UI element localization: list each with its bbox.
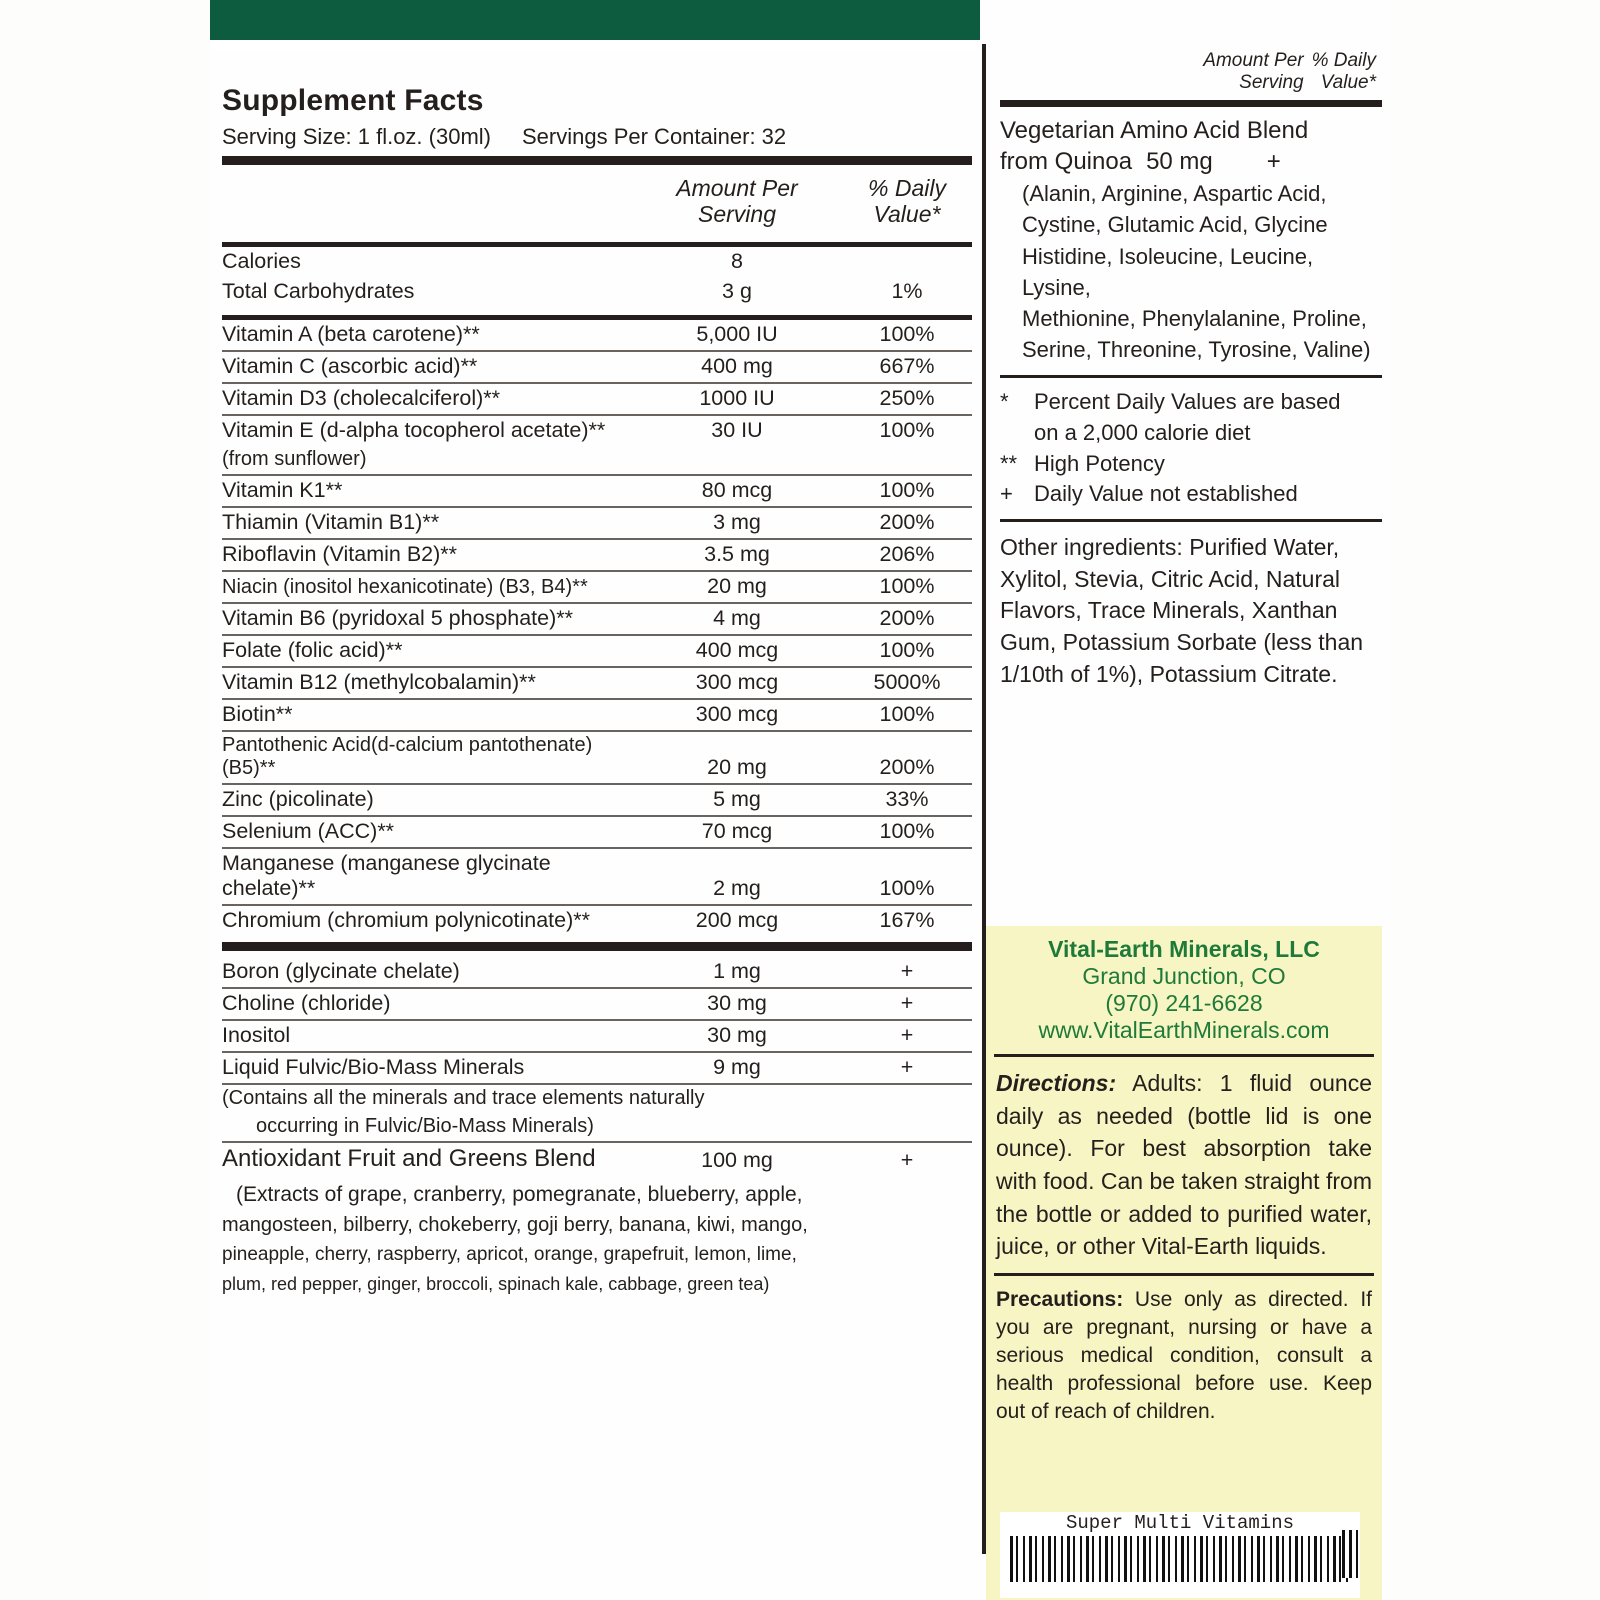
directions-label: Directions: [996,1070,1117,1096]
nutrient-amount: 20 mg [632,571,842,603]
table-row [222,475,972,507]
precautions-block [986,1286,1382,1427]
nutrient-dv: + [842,1052,972,1084]
amount-per-header: Amount Per [676,175,798,201]
green-top-band [210,0,980,40]
table-row [222,1020,972,1052]
nutrient-dv: 200% [842,731,972,784]
yellow-info-panel [986,926,1382,1600]
company-name: Vital-Earth Minerals, LLC [1048,936,1320,962]
table-row [222,699,972,731]
amino-line-1: (Alanin, Arginine, Aspartic Acid, [1022,181,1327,207]
nutrient-name: Zinc (picolinate) [222,784,632,816]
nutrient-dv: 100% [842,848,972,905]
blend-line-2: mangosteen, bilberry, chokeberry, goji berry, banana, kiwi, mango, [222,1214,808,1237]
table-row [222,1052,972,1084]
nutrient-amount: 30 mg [632,1020,842,1052]
nutrient-name: Inositol [222,1020,632,1052]
table-row [222,957,972,988]
nutrient-dv: 100% [842,475,972,507]
amount-per-header-right: Amount Per [1203,50,1304,71]
blend-line-4: plum, red pepper, ginger, broccoli, spinach kale, cabbage, green tea) [222,1273,770,1294]
daily-value-header-right: % Daily [1311,50,1376,71]
blend-amount: 100 mg [701,1147,773,1172]
blend-dv: + [900,1147,914,1172]
nutrient-name: Vitamin B12 (methylcobalamin)** [222,667,632,699]
nutrient-dv: 100% [842,320,972,351]
table-row [222,415,972,446]
column-headers [222,175,972,228]
nutrient-dv: 206% [842,539,972,571]
daily-value-header2-right: Value* [1320,71,1376,93]
nutrient-dv: 33% [842,784,972,816]
amino-blend-title: Vegetarian Amino Acid Blend [1000,116,1309,144]
blend-name: Antioxidant Fruit and Greens Blend [222,1144,596,1172]
nutrient-dv: 250% [842,383,972,415]
table-row [222,539,972,571]
table-row [222,320,972,351]
nutrient-name: Niacin (inositol hexanicotinate) (B3, B4)** [222,571,632,603]
nutrient-dv: 100% [842,816,972,848]
nutrient-amount: 8 [731,248,743,273]
nutrient-name: Riboflavin (Vitamin B2)** [222,539,632,571]
amino-blend-block [1000,115,1382,366]
nutrient-name: Vitamin E (d-alpha tocopherol acetate)** [222,417,606,442]
nutrient-amount: 30 IU [711,417,763,442]
amino-line-4: Methionine, Phenylalanine, Proline, [1022,305,1367,331]
nutrient-dv: 5000% [842,667,972,699]
amino-line-3: Histidine, Isoleucine, Leucine, Lysine, [1022,243,1314,300]
supplement-facts-panel [222,50,972,1299]
nutrient-dv: + [842,988,972,1020]
nutrient-amount: 5 mg [632,784,842,816]
nutrient-dv: 100% [842,635,972,667]
nutrient-dv: 167% [879,907,935,932]
table-row [222,507,972,539]
serving-info [222,124,972,150]
table-row [222,383,972,415]
company-city: Grand Junction, CO [1082,963,1286,989]
nutrient-name: Chromium (chromium polynicotinate)** [222,907,591,932]
brand-block [986,926,1382,1044]
nutrient-amount: 1 mg [632,957,842,988]
fulvic-note-2: occurring in Fulvic/Bio-Mass Minerals) [222,1113,972,1142]
nutrient-name: Vitamin K1** [222,475,632,507]
right-rule-1 [1000,100,1382,107]
table-row [222,905,972,936]
serving-header: Serving [698,201,776,228]
footnote-item [1000,388,1382,417]
directions-block [986,1067,1382,1263]
nutrient-name: Vitamin D3 (cholecalciferol)** [222,383,632,415]
nutrient-dv: 667% [842,351,972,383]
nutrient-amount: 3 g [722,278,752,303]
nutrient-amount: 70 mcg [632,816,842,848]
fulvic-note-1: (Contains all the minerals and trace elements naturally [222,1086,705,1109]
other-ingredients: Other ingredients: Purified Water, Xylitol, Stevia, Citric Acid, Natural Flavors, Trace Minerals, Xanthan Gum, Potassium Sorbate (less than 1/10th of 1%), Potassium Citrate. [1000,533,1364,687]
nutrient-amount: 3 mg [632,507,842,539]
footnote-item [1000,419,1382,448]
footnote-item [1000,480,1382,509]
nutrient-amount: 3.5 mg [632,539,842,571]
basic-nutrients-table [222,247,972,307]
nutrient-amount: 400 mcg [632,635,842,667]
serving-header-right: Serving [1239,71,1304,93]
blend-line-3: pineapple, cherry, raspberry, apricot, orange, grapefruit, lemon, lime, [222,1244,797,1266]
nutrient-dv: 1% [891,278,923,303]
nutrient-name: Selenium (ACC)** [222,816,632,848]
barcode-edge-icon [1342,1530,1358,1578]
amino-blend-source: from Quinoa [1000,148,1133,176]
nutrient-name: Folate (folic acid)** [222,635,632,667]
table-row [222,571,972,603]
nutrient-amount: 5,000 IU [632,320,842,351]
right-rule-3 [1000,519,1382,522]
nutrient-name: Total Carbohydrates [222,278,415,303]
footnote-text: Percent Daily Values are based [1034,389,1341,415]
footnote-item [1000,450,1382,479]
footnote-mark: + [1000,481,1013,507]
nutrient-amount: 2 mg [632,848,842,905]
nutrient-dv: + [842,957,972,988]
nutrient-dv: 100% [879,417,935,442]
nutrient-amount: 300 mcg [632,667,842,699]
barcode-icon [1010,1536,1350,1582]
precautions-label: Precautions: [996,1287,1124,1311]
daily-value-header: % Daily [868,175,946,201]
table-row [222,784,972,816]
nutrient-name: Vitamin C (ascorbic acid)** [222,351,632,383]
footnote-mark: ** [1000,450,1018,476]
right-column-headers [1000,50,1382,94]
table-row [222,1113,972,1142]
table-row [222,988,972,1020]
nutrient-name: Calories [222,248,301,273]
yellow-divider-1 [994,1054,1374,1057]
rule-thick-2 [222,942,972,951]
nutrient-amount: 400 mg [632,351,842,383]
table-row [222,1142,972,1176]
amino-line-2: Cystine, Glutamic Acid, Glycine [1022,212,1328,238]
white-band [210,40,980,50]
precautions-text: Use only as directed. If you are pregnant, nursing or have a serious medical condition, consult a health professional before use. Keep out of reach of children. [996,1287,1372,1424]
footnote-mark [1000,419,1034,448]
nutrient-name: Pantothenic Acid(d-calcium pantothenate) (B5)** [222,731,632,784]
company-website[interactable]: www.VitalEarthMinerals.com [1038,1017,1330,1043]
table-row [222,1084,972,1113]
nutrient-amount: 300 mcg [632,699,842,731]
supplement-facts-title: Supplement Facts [222,84,484,117]
nutrient-name: Biotin** [222,699,632,731]
barcode-area [1000,1512,1360,1598]
yellow-divider-2 [994,1273,1374,1276]
footnote-text: on a 2,000 calorie diet [1034,420,1251,446]
blend-line-1: (Extracts of grape, cranberry, pomegranate, blueberry, apple, [236,1182,803,1206]
table-row [222,667,972,699]
nutrient-amount: 30 mg [632,988,842,1020]
footnote-text: High Potency [1034,450,1165,476]
table-row [222,603,972,635]
nutrient-dv: 200% [842,507,972,539]
nutrient-name: Vitamin B6 (pyridoxal 5 phosphate)** [222,603,632,635]
amino-line-5: Serine, Threonine, Tyrosine, Valine) [1022,337,1371,363]
amino-blend-amount: 50 mg [1146,148,1213,176]
footnotes-block [1000,388,1382,508]
table-row [222,816,972,848]
table-row [222,247,972,277]
vitamins-table [222,320,972,936]
barcode-caption: Super Multi Vitamins [1065,1512,1295,1534]
daily-value-header2: Value* [873,201,941,228]
nutrient-name: Choline (chloride) [222,988,632,1020]
nutrient-name: Manganese (manganese glycinate chelate)** [222,848,632,905]
table-row [222,848,972,905]
nutrient-dv: 100% [842,571,972,603]
nutrient-subnote: (from sunflower) [222,446,632,475]
rule-thick-1 [222,156,972,165]
nutrient-amount: 1000 IU [632,383,842,415]
right-rule-2 [1000,375,1382,378]
nutrient-name: Thiamin (Vitamin B1)** [222,507,632,539]
nutrient-amount: 200 mcg [695,907,779,932]
table-row [222,446,972,475]
nutrient-dv [842,247,972,277]
nutrient-amount: 4 mg [632,603,842,635]
nutrient-dv: + [842,1020,972,1052]
nutrient-name: Boron (glycinate chelate) [222,957,632,988]
company-phone: (970) 241-6628 [1105,990,1263,1016]
other-nutrients-table [222,957,972,1176]
nutrient-dv: 200% [842,603,972,635]
nutrient-amount: 20 mg [632,731,842,784]
servings-per-container: Servings Per Container: 32 [522,124,787,149]
serving-size: Serving Size: 1 fl.oz. (30ml) [222,124,491,149]
footnote-text: Daily Value not established [1034,481,1298,507]
amino-blend-dv: + [1266,148,1281,176]
table-row [222,635,972,667]
table-row [222,277,972,307]
nutrient-amount: 9 mg [632,1052,842,1084]
table-row [222,731,972,784]
nutrient-name: Vitamin A (beta carotene)** [222,320,632,351]
footnote-mark: * [1000,389,1009,415]
table-row [222,351,972,383]
nutrient-name: Liquid Fulvic/Bio-Mass Minerals [222,1052,632,1084]
right-panel [1000,50,1382,690]
directions-text: Adults: 1 fluid ounce daily as needed (bottle lid is one ounce). For best absorption take with food. Can be taken straight from the bottle or added to purified water, juice, or other Vital-Earth liquids. [996,1070,1373,1260]
nutrient-amount: 80 mcg [632,475,842,507]
nutrient-dv: 100% [842,699,972,731]
